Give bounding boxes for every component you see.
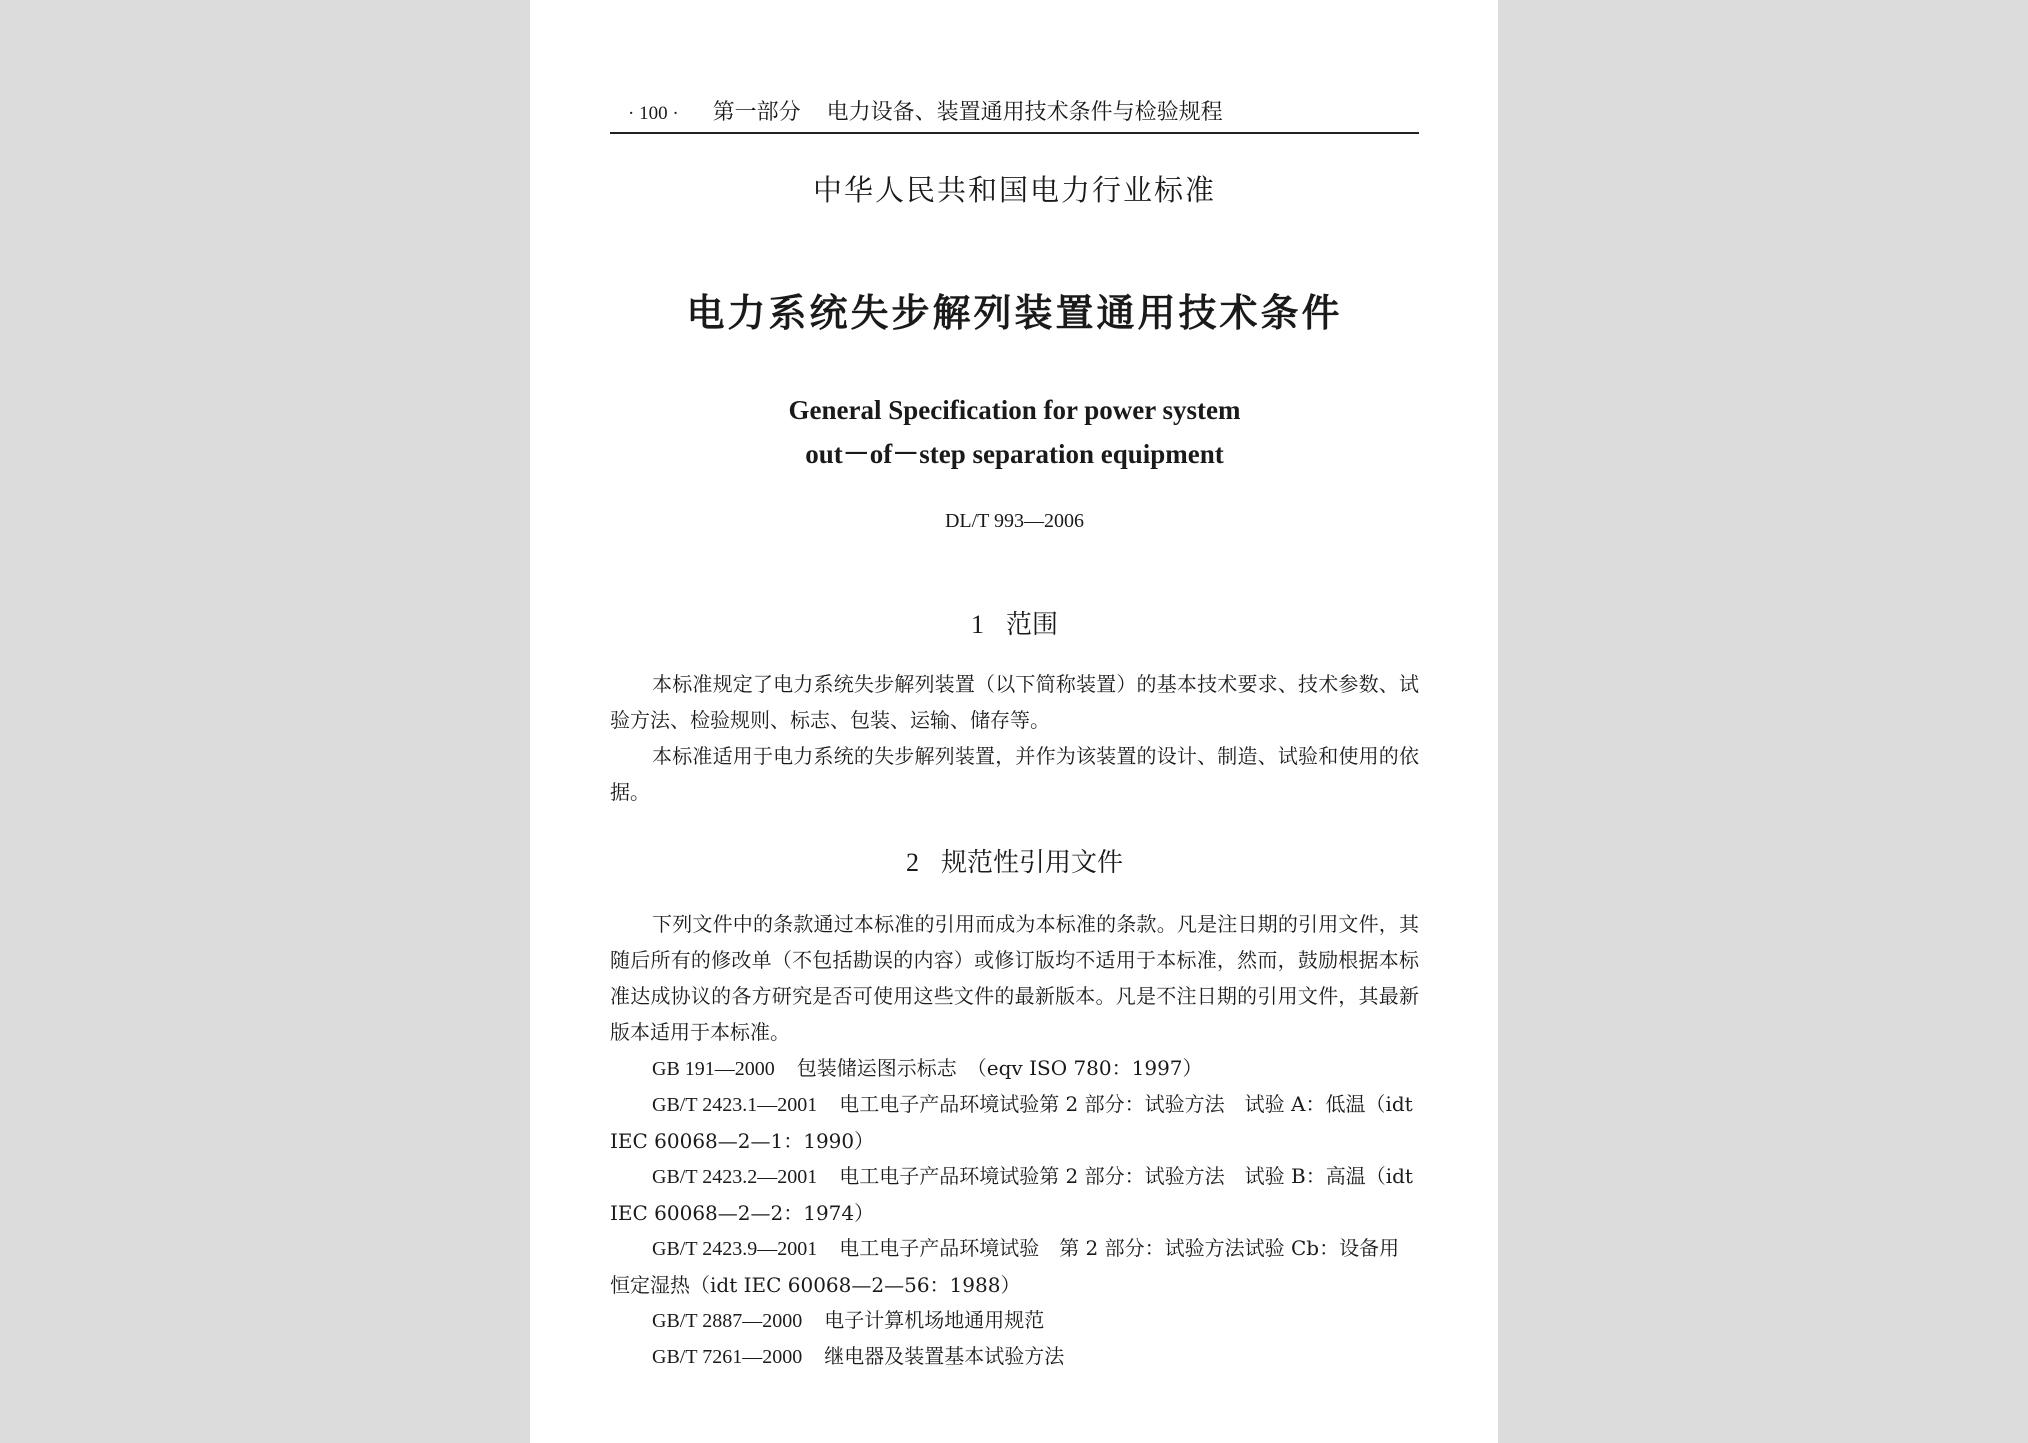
running-header: [610, 96, 1419, 134]
part-title: 电力设备、装置通用技术条件与检验规程: [826, 100, 1223, 125]
reference-item: [610, 1302, 1419, 1339]
section-1-paragraph-2: 本标准适用于电力系统的失步解列装置，并作为该装置的设计、制造、试验和使用的依据。: [610, 744, 1419, 804]
section-1-number: 1: [970, 610, 984, 639]
reference-item: [610, 1086, 1419, 1159]
reference-code: GB/T 7261—2000: [652, 1346, 803, 1368]
reference-title: 电工电子产品环境试验第 2 部分：试验方法 试验 A：低温（idt IEC 60068—2—1：1990）: [610, 1092, 1413, 1153]
section-1-paragraph-1: 本标准规定了电力系统失步解列装置（以下简称装置）的基本技术要求、技术参数、试验方法、检验规则、标志、包装、运输、储存等。: [610, 672, 1419, 732]
section-2-heading: [610, 842, 1419, 879]
title-english: [610, 388, 1419, 476]
section-2-intro: 下列文件中的条款通过本标准的引用而成为本标准的条款。凡是注日期的引用文件，其随后所有的修改单（不包括勘误的内容）或修订版均不适用于本标准，然而，鼓励根据本标准达成协议的各方研究是否可使用这些文件的最新版本。凡是不注日期的引用文件，其最新版本适用于本标准。: [610, 912, 1419, 1044]
page-number: · 100 ·: [628, 103, 679, 124]
reference-title: 包装储运图示标志 （eqv ISO 780：1997）: [796, 1056, 1203, 1080]
reference-title: 电工电子产品环境试验第 2 部分：试验方法 试验 B：高温（idt IEC 60068—2—2：1974）: [610, 1164, 1413, 1225]
reference-item: [610, 1050, 1419, 1087]
part-label: 第一部分: [712, 100, 801, 125]
title-chinese: 电力系统失步解列装置通用技术条件: [686, 291, 1343, 335]
reference-item: [610, 1230, 1419, 1303]
title-english-line2: out－of－step separation equipment: [805, 439, 1224, 469]
reference-item: [610, 1338, 1419, 1375]
reference-code: GB/T 2423.2—2001: [652, 1166, 818, 1188]
reference-title: 继电器及装置基本试验方法: [824, 1344, 1065, 1368]
section-1-heading: [610, 604, 1419, 641]
section-2-number: 2: [905, 848, 919, 877]
section-2-title: 规范性引用文件: [940, 848, 1123, 878]
standard-body: 中华人民共和国电力行业标准: [812, 173, 1216, 207]
standard-code: DL/T 993—2006: [944, 510, 1085, 532]
title-english-line1: General Specification for power system: [788, 395, 1241, 425]
reference-code: GB/T 2423.1—2001: [652, 1094, 818, 1116]
document-page: [530, 0, 1498, 1443]
reference-code: GB/T 2423.9—2001: [652, 1238, 818, 1260]
reference-code: GB 191—2000: [652, 1058, 775, 1080]
reference-title: 电工电子产品环境试验 第 2 部分：试验方法试验 Cb：设备用恒定湿热（idt IEC 60068—2—56：1988）: [610, 1236, 1400, 1297]
reference-title: 电子计算机场地通用规范: [824, 1308, 1045, 1332]
reference-code: GB/T 2887—2000: [652, 1310, 803, 1332]
reference-item: [610, 1158, 1419, 1231]
section-1-title: 范围: [1005, 610, 1058, 640]
